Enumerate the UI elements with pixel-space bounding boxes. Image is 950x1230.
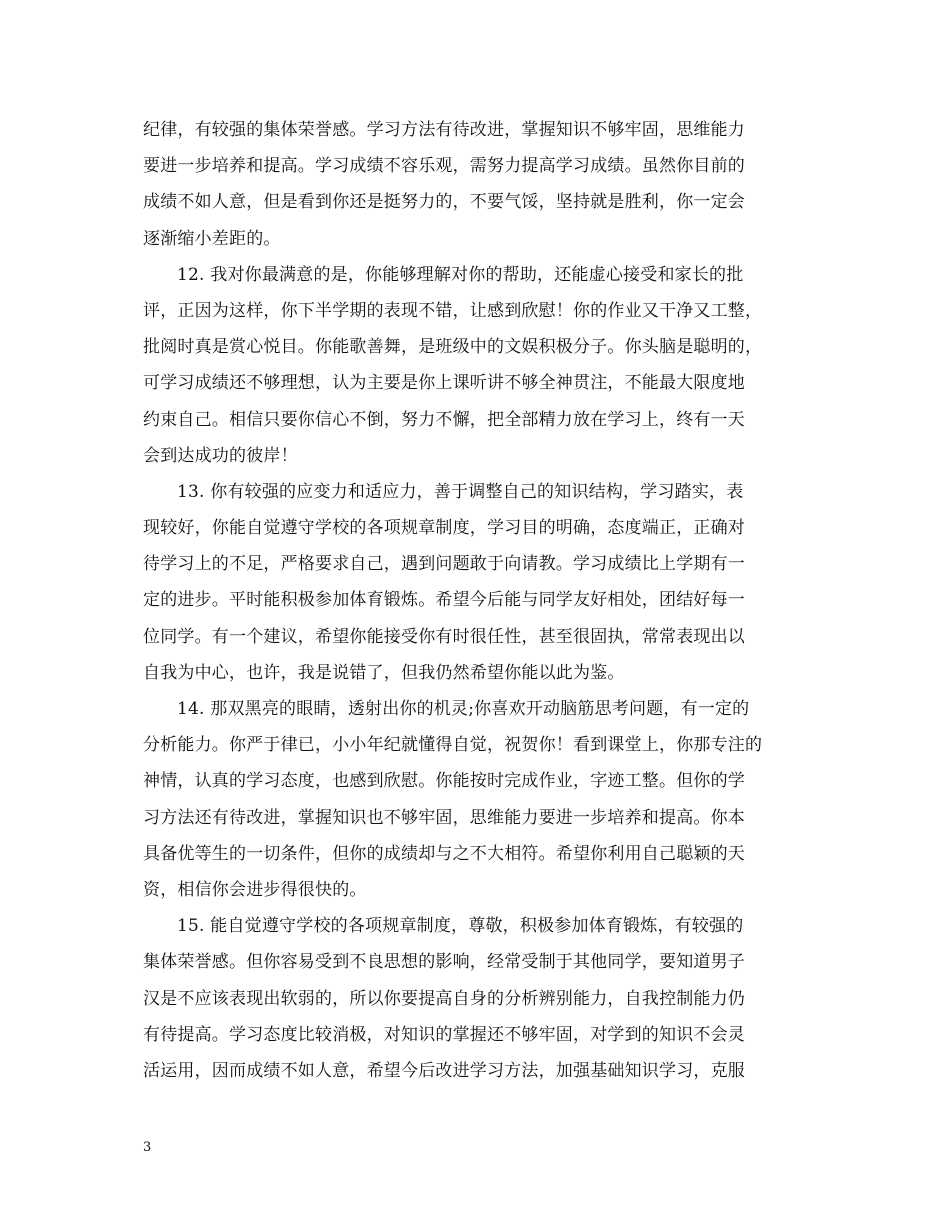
text-line: 评，正因为这样，你下半学期的表现不错，让感到欣慰！你的作业又干净又工整， — [143, 300, 763, 321]
text-line: 自我为中心，也许，我是说错了，但我仍然希望你能以此为鉴。 — [143, 662, 625, 683]
text-line: 具备优等生的一切条件，但你的成绩却与之不大相符。希望你利用自己聪颖的天 — [143, 843, 745, 864]
text-line: 分析能力。你严于律已，小小年纪就懂得自觉，祝贺你！看到课堂上，你那专注的 — [143, 735, 763, 756]
text-line: 可学习成绩还不够理想，认为主要是你上课听讲不够全神贯注，不能最大限度地 — [143, 373, 745, 394]
text-line: 现较好，你能自觉遵守学校的各项规章制度，学习目的明确，态度端正，正确对 — [143, 518, 745, 539]
page-number: 3 — [143, 1140, 152, 1155]
body-text — [143, 112, 821, 1089]
text-line: 约束自己。相信只要你信心不倒，努力不懈，把全部精力放在学习上，终有一天 — [143, 409, 745, 430]
text-line: 批阅时真是赏心悦目。你能歌善舞，是班级中的文娱积极分子。你头脑是聪明的， — [143, 337, 763, 358]
text-line: 神情，认真的学习态度，也感到欣慰。你能按时完成作业，字迹工整。但你的学 — [143, 771, 745, 792]
text-line: 资，相信你会进步得很快的。 — [143, 879, 367, 900]
text-line: 成绩不如人意，但是看到你还是挺努力的，不要气馁，坚持就是胜利，你一定会 — [143, 192, 745, 213]
text-line: 会到达成功的彼岸！ — [143, 445, 298, 466]
text-line: 定的进步。平时能积极参加体育锻炼。希望今后能与同学友好相处，团结好每一 — [143, 590, 745, 611]
text-line: 要进一步培养和提高。学习成绩不容乐观，需努力提高学习成绩。虽然你目前的 — [143, 156, 745, 177]
text-line: 待学习上的不足，严格要求自己，遇到问题敢于向请教。学习成绩比上学期有一 — [143, 554, 745, 575]
paragraph-15-start: 15. 能自觉遵守学校的各项规章制度，尊敬，积极参加体育锻炼，有较强的 — [177, 916, 744, 937]
paragraph-12-start: 12. 我对你最满意的是，你能够理解对你的帮助，还能虚心接受和家长的批 — [177, 264, 744, 285]
text-line: 集体荣誉感。但你容易受到不良思想的影响，经常受制于其他同学，要知道男子 — [143, 952, 745, 973]
paragraph-14-start: 14. 那双黑亮的眼睛，透射出你的机灵;你喜欢开动脑筋思考问题，有一定的 — [177, 699, 750, 719]
text-line: 活运用，因而成绩不如人意，希望今后改进学习方法，加强基础知识学习，克服 — [143, 1060, 745, 1081]
paragraph-13-start: 13. 你有较强的应变力和适应力，善于调整自己的知识结构，学习踏实，表 — [177, 481, 744, 502]
text-line: 位同学。有一个建议，希望你能接受你有时很任性，甚至很固执，常常表现出以 — [143, 626, 745, 647]
text-line: 逐渐缩小差距的。 — [143, 228, 281, 249]
text-line: 习方法还有待改进，掌握知识也不够牢固，思维能力要进一步培养和提高。你本 — [143, 807, 745, 828]
text-line: 汉是不应该表现出软弱的，所以你要提高自身的分析辨别能力，自我控制能力仍 — [143, 988, 745, 1009]
text-line: 纪律，有较强的集体荣誉感。学习方法有待改进，掌握知识不够牢固，思维能力 — [143, 120, 745, 140]
text-line: 有待提高。学习态度比较消极，对知识的掌握还不够牢固，对学到的知识不会灵 — [143, 1024, 745, 1045]
